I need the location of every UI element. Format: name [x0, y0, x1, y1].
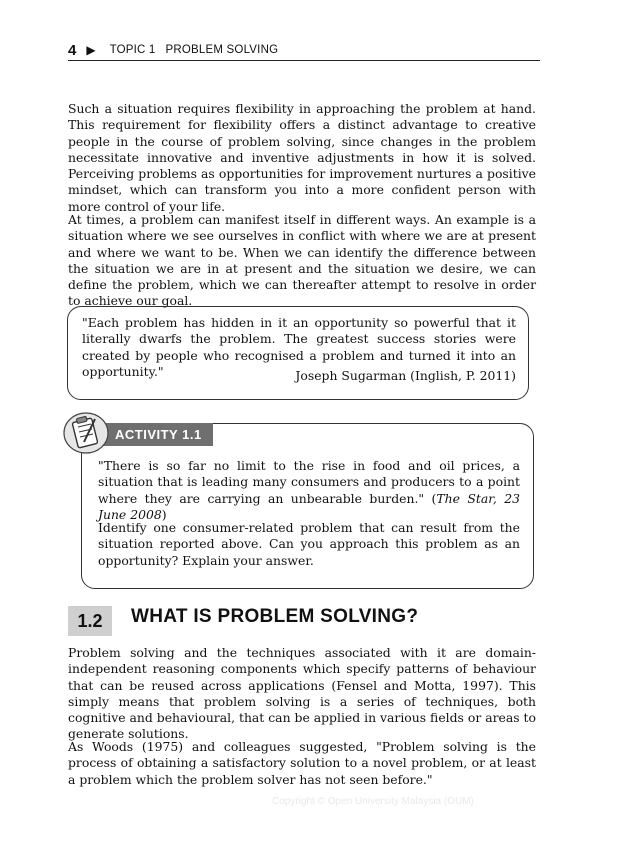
activity-excerpt: "There is so far no limit to the rise in food and oil prices, a situation that is leading many consumers and producers to a point where they are carrying an unbearable burden." (The Star, 23 June 2008)	[98, 458, 521, 522]
quote-text: "Each problem has hidden in it an opportunity so powerful that it literally dwarfs the problem. The greatest success stories were created by people who recognised a problem and turned it into an opportunity."	[82, 315, 516, 379]
clipboard-icon	[62, 411, 110, 455]
activity-label: ACTIVITY 1.1	[101, 423, 213, 446]
paragraph-2: At times, a problem can manifest itself in different ways. An example is a situation where we see ourselves in conflict with where we are at present and where we want to be. When we can identify the difference between the situation we are in at present and the situation we desire, we can define the problem, which we can thereafter attempt to resolve in order to achieve our goal.	[68, 212, 536, 309]
section-title: WHAT IS PROBLEM SOLVING?	[131, 606, 419, 627]
section-number: 1.2	[68, 606, 112, 636]
quote-box	[67, 306, 529, 400]
arrow-right-icon: ▶	[86, 43, 96, 57]
paragraph-1: Such a situation requires flexibility in approaching the problem at hand. This requirement for flexibility offers a distinct advantage to creative people in the course of problem solving, since changes in the problem necessitate innovative and inventive adjustments in how it is solved. Perceiving problems as opportunities for improvement nurtures a positive mindset, which can transform you into a more confident person with more control of your life.	[68, 101, 536, 214]
topic-title: PROBLEM SOLVING	[165, 44, 279, 56]
topic-label: TOPIC 1	[109, 44, 156, 56]
activity-question: Identify one consumer-related problem that can result from the situation reported above. Can you approach this problem as an opportunity? Explain your answer.	[98, 520, 520, 568]
quote-source: Joseph Sugarman (Inglish, P. 2011)	[295, 368, 516, 383]
section-paragraph-1: Problem solving and the techniques associated with it are domain-independent reasoning components which specify patterns of behaviour that can be reused across applications (Fensel and Motta, 1997). This simply means that problem solving is a series of techniques, both cognitive and behavioural, that can be applied in various fields or areas to generate solutions.	[68, 645, 536, 742]
citation: The Star, 23 June 2008	[98, 490, 521, 522]
section-paragraph-2: As Woods (1975) and colleagues suggested, "Problem solving is the process of obtaining a satisfactory solution to a novel problem, or at least a problem which the problem solver has not seen before."	[68, 739, 536, 787]
page-number: 4	[68, 41, 77, 59]
copyright-watermark: Copyright © Open University Malaysia (OUM)	[272, 796, 474, 807]
page-header	[68, 40, 540, 61]
